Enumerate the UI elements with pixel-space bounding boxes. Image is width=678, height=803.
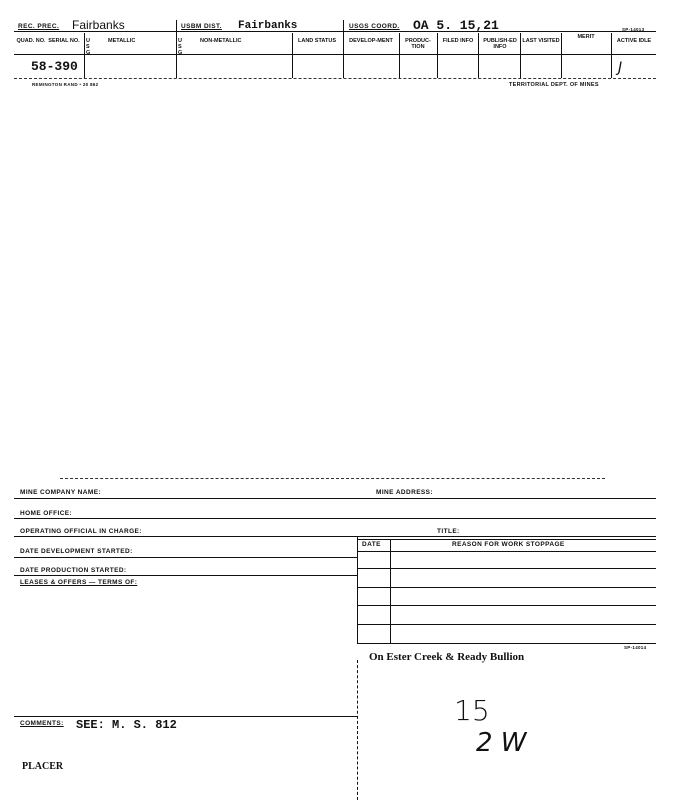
form-number-top: SP-14013: [622, 27, 645, 32]
rule: [14, 575, 357, 576]
col-usgs-2: U S G: [178, 38, 183, 56]
col-active-idle: ACTIVE IDLE: [616, 38, 652, 44]
comments-label: COMMENTS:: [20, 720, 64, 727]
col-divider: [561, 33, 562, 78]
col-published-info: PUBLISH-ED INFO: [483, 38, 517, 50]
rule: [14, 716, 357, 717]
rule: [357, 643, 656, 644]
bottom-dashed-rule: [14, 78, 656, 79]
usgs-coord-label: USGS COORD.: [349, 23, 400, 30]
handwritten-note-1: 15: [454, 694, 490, 727]
col-metallic: METALLIC: [108, 38, 136, 44]
col-filed-info: FILED INFO: [442, 38, 474, 44]
leases-label: LEASES & OFFERS — TERMS OF:: [20, 579, 138, 586]
usbm-dist-label: USBM DIST.: [181, 23, 222, 30]
reason-column-header: REASON FOR WORK STOPPAGE: [452, 541, 565, 548]
usbm-dist-value: Fairbanks: [238, 20, 298, 32]
date-development-label: DATE DEVELOPMENT STARTED:: [20, 548, 133, 555]
operating-official-label: OPERATING OFFICIAL IN CHARGE:: [20, 528, 142, 535]
col-divider: [357, 536, 358, 643]
date-column-header: DATE: [362, 541, 381, 548]
rule: [357, 568, 656, 569]
center-divider: [357, 660, 358, 800]
col-last-visited: LAST VISITED: [522, 38, 560, 44]
location-text: On Ester Creek & Ready Bullion: [369, 651, 525, 663]
rec-prec-label: REC. PREC.: [18, 23, 60, 30]
date-production-label: DATE PRODUCTION STARTED:: [20, 567, 127, 574]
mine-address-label: MINE ADDRESS:: [376, 489, 433, 496]
rule: [14, 557, 357, 558]
col-usgs-1: U S G: [86, 38, 91, 56]
col-divider: [176, 20, 177, 78]
mine-company-label: MINE COMPANY NAME:: [20, 489, 101, 496]
col-merit: MERIT: [577, 34, 595, 40]
placer-text: PLACER: [22, 761, 64, 772]
col-land-status: LAND STATUS: [298, 38, 336, 44]
department-label: TERRITORIAL DEPT. OF MINES: [509, 82, 599, 88]
rule: [357, 551, 656, 552]
col-serial-no: SERIAL NO.: [48, 38, 80, 44]
rec-prec-value: Fairbanks: [72, 18, 125, 32]
card-edge-dashed: [60, 478, 605, 479]
col-divider: [343, 20, 344, 78]
col-divider: [84, 33, 85, 78]
rule: [357, 587, 656, 588]
rule: [357, 539, 656, 540]
col-divider: [478, 33, 479, 78]
active-mark: J: [618, 60, 623, 76]
form-number-bottom: SP-14014: [624, 645, 647, 650]
col-quad-no: QUAD. NO.: [16, 38, 46, 44]
rule: [357, 624, 656, 625]
col-production: PRODUC-TION: [405, 38, 431, 50]
rule: [14, 518, 656, 519]
usgs-coord-value: OA 5. 15,21: [413, 18, 499, 33]
col-divider: [399, 33, 400, 78]
rule: [14, 498, 656, 499]
col-divider: [437, 33, 438, 78]
header-rule: [14, 54, 656, 55]
printer-info: REMINGTON RAND • 20 862: [32, 82, 99, 87]
col-divider: [520, 33, 521, 78]
handwritten-note-2: 2 W: [476, 728, 527, 758]
col-non-metallic: NON-METALLIC: [200, 38, 242, 44]
comments-value: SEE: M. S. 812: [76, 718, 177, 732]
col-divider: [390, 539, 391, 643]
col-divider: [611, 33, 612, 78]
home-office-label: HOME OFFICE:: [20, 510, 73, 517]
rule: [357, 605, 656, 606]
col-development: DEVELOP-MENT: [349, 38, 393, 44]
rule: [14, 536, 656, 537]
title-label: TITLE:: [437, 528, 460, 535]
col-divider: [292, 33, 293, 78]
serial-value: 58-390: [31, 59, 78, 74]
